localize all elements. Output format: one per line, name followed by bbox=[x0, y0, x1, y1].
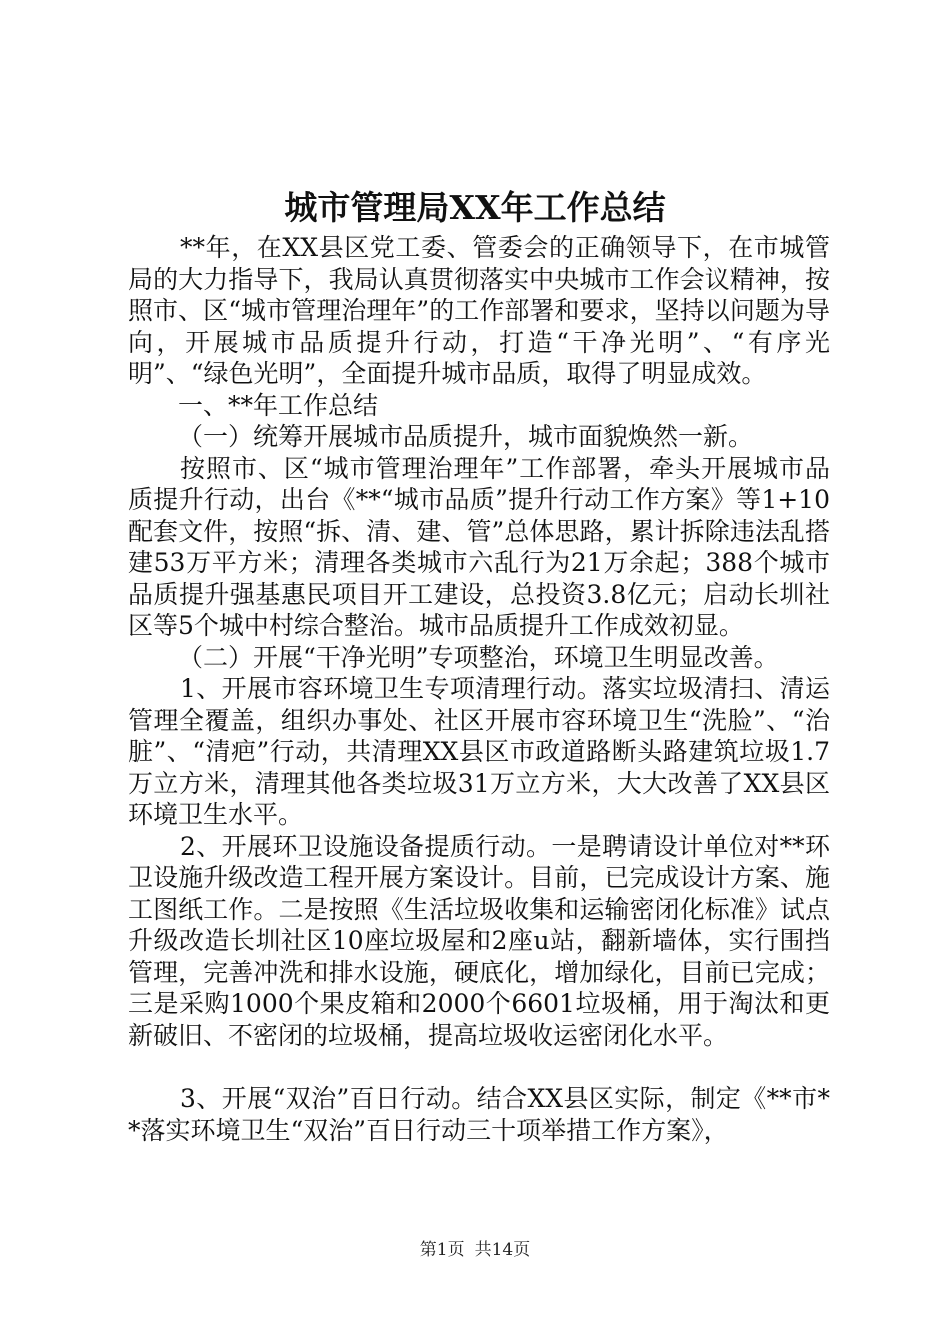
intro-paragraph: **年，在XX县区党工委、管委会的正确领导下，在市城管局的大力指导下，我局认真贯彻落实中央城市工作会议精神，按照市、区“城市管理治理年”的工作部署和要求，坚持以问题为导向，开展城市品质提升行动，打造“干净光明”、“有序光明”、“绿色光明”，全面提升城市品质，取得了明显成效。 bbox=[128, 233, 830, 388]
subsection-heading: （二）开展“干净光明”专项整治，环境卫生明显改善。 bbox=[178, 642, 779, 672]
body-paragraph: 3、开展“双治”百日行动。结合XX县区实际，制定《**市**落实环境卫生“双治”百日行动三十项举措工作方案》， bbox=[128, 1084, 830, 1145]
body-paragraph: 按照市、区“城市管理治理年”工作部署，牵头开展城市品质提升行动，出台《**“城市品质”提升行动工作方案》等1+10配套文件，按照“拆、清、建、管”总体思路，累计拆除违法乱搭建53万平方米；清理各类城市六乱行为21万余起；388个城市品质提升强基惠民项目开工建设，总投资3.8亿元；启动长圳社区等5个城中村综合整治。城市品质提升工作成效初显。 bbox=[128, 453, 830, 640]
body-paragraph: 2、开展环卫设施设备提质行动。一是聘请设计单位对**环卫设施升级改造工程开展方案设计。目前，已完成设计方案、施工图纸工作。二是按照《生活垃圾收集和运输密闭化标准》试点升级改造长圳社区10座垃圾屋和2座u站，翻新墙体，实行围挡管理，完善冲洗和排水设施，硬底化，增加绿化，目前已完成；三是采购1000个果皮箱和2000个6601垃圾桶，用于淘汰和更新破旧、不密闭的垃圾桶，提高垃圾收运密闭化水平。 bbox=[128, 831, 830, 1050]
page-number: 第1页 bbox=[419, 1240, 465, 1260]
body-paragraph: 1、开展市容环境卫生专项清理行动。落实垃圾清扫、清运管理全覆盖，组织办事处、社区开展市容环境卫生“洗脸”、“治脏”、“清疤”行动，共清理XX县区市政道路断头路建筑垃圾1.7万立方米，清理其他各类垃圾31万立方米，大大改善了XX县区环境卫生水平。 bbox=[128, 674, 830, 829]
section-heading: 一、**年工作总结 bbox=[178, 390, 379, 420]
page-total: 共14页 bbox=[474, 1240, 531, 1260]
document-body bbox=[128, 232, 830, 1146]
page-footer bbox=[0, 1238, 950, 1262]
document-title: 城市管理局XX年工作总结 bbox=[284, 188, 666, 227]
paragraph-spacer bbox=[128, 1051, 830, 1083]
subsection-heading: （一）统筹开展城市品质提升，城市面貌焕然一新。 bbox=[178, 422, 754, 451]
